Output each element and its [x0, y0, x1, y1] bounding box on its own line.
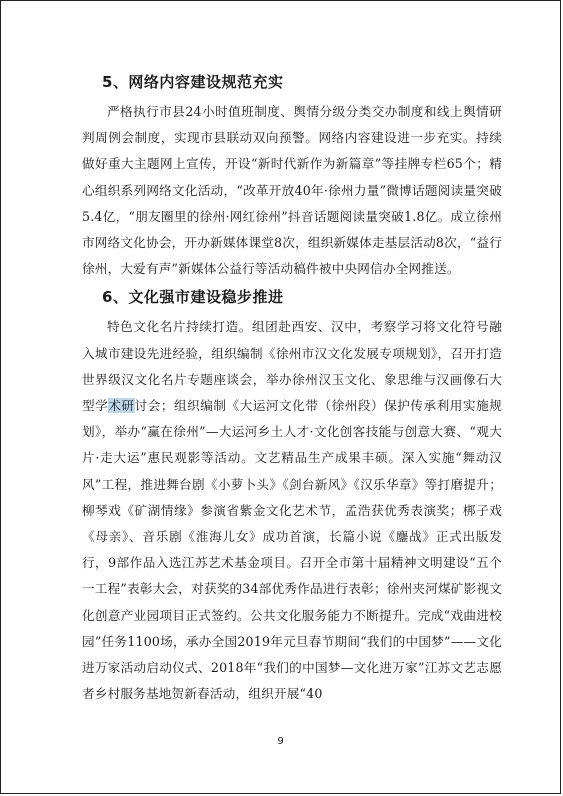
page-content: [82, 71, 502, 707]
paragraph-text: 特色文化名片持续打造。组团赴西安、汉中，考察学习将文化符号融入城市建设先进经验，组织编制《徐州市汉文化发展专项规划》，召开打造世界级汉文化名片专题座谈会，举办徐州汉玉文化、象思维与汉画像石大型学: [82, 319, 502, 414]
page-number: 9: [277, 736, 284, 747]
section-heading: 6、文化强市建设稳步推进: [102, 288, 284, 307]
section-heading: 5、网络内容建设规范充实: [102, 73, 284, 91]
paragraph-text: 讨会；组织编制《大运河文化带（徐州段）保护传承利用实施规划》，举办“赢在徐州”—大运河乡土人才·文化创客技能与创意大赛、“观大片·走大运”惠民观影等活动。文艺精品生产成果丰硕。深入实施“舞动汉风”工程，推进舞台剧《小萝卜头》《剑台新风》《汉乐华章》等打磨提升；柳琴戏《矿湖情缘》参演省紫金文化艺术节，孟浩获优秀表演奖；梆子戏《母亲》、音乐剧《淮海儿女》成功首演，长篇小说《鏖战》正式出版发行，9部作品入选江苏艺术基金项目。召开全市第十届精神文明建设“五个一工程”表彰大会，对获奖的34部优秀作品进行表彰；徐州夹河煤矿影视文化创意产业园项目正式签约。公共文化服务能力不断提升。完成“戏曲进校园”任务1100场，承办全国2019年元旦春节期间“我们的中国梦”——文化进万家活动启动仪式、2018年“我们的中国梦—文化进万家”江苏文艺志愿者乡村服务基地贺新春活动，组织开展“40: [82, 398, 503, 702]
section-paragraph: 严格执行市县24小时值班制度、舆情分级分类交办制度和线上舆情研判周例会制度，实现市县联动双向预警。网络内容建设进一步充实。持续做好重大主题网上宣传，开设“新时代新作为新篇章”等挂牌专栏65个；精心组织系列网络文化活动，“改革开放40年·徐州力量”微博话题阅读量突破5.4亿，“朋友圈里的徐州·网红徐州”抖音话题阅读量突破1.8亿。成立徐州市网络文化协会，开办新媒体课堂8次，组织新媒体走基层活动8次，“益行徐州，大爱有声”新媒体公益行等活动稿件被中央网信办全网推送。: [82, 104, 502, 277]
selected-text-highlight[interactable]: 术研: [108, 398, 135, 414]
section-cultural-city: [82, 286, 502, 707]
section-paragraph: [82, 314, 502, 707]
section-network-content: [82, 71, 502, 282]
